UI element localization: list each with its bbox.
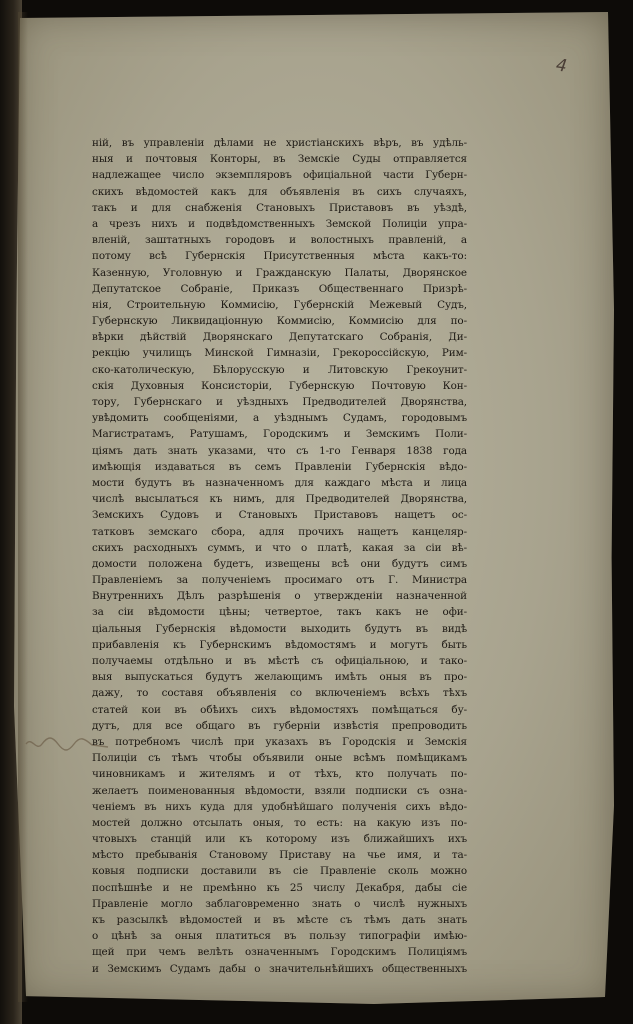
text-line: нiй, въ управленiи дѣлами не христiанскихъ вѣръ, въ удѣль- bbox=[92, 137, 467, 149]
text-line: поспѣшнѣе и не премѣнно къ 25 числу Декабря, дабы сiе bbox=[92, 881, 467, 894]
text-line: прибавленiя къ Губернскимъ вѣдомостямъ и могутъ быть bbox=[92, 638, 467, 651]
text-line: числѣ высылаться къ нимъ, для Предводителей Дворянства, bbox=[92, 493, 467, 506]
text-line: Правленiе могло заблаговременно знать о числѣ нужныхъ bbox=[92, 897, 467, 910]
text-line: мостей должно отсылать оныя, то есть: на какую изъ по- bbox=[92, 816, 467, 829]
text-line: ныя и почтовыя Конторы, въ Земскiе Суды отправляется bbox=[92, 153, 467, 166]
text-line: желаетъ поименованныя вѣдомости, взяли подписки съ озна- bbox=[92, 784, 467, 797]
text-line: къ разсылкѣ вѣдомостей и въ мѣсте съ тѣмъ дать знать bbox=[92, 914, 467, 926]
text-line: скихъ вѣдомостей какъ для объявленiя въ сихъ случаяхъ, bbox=[92, 185, 467, 198]
text-line: тору, Губернскаго и уѣздныхъ Предводителей Дворянства, bbox=[92, 396, 467, 408]
text-line: цiямъ дать знать указами, что съ 1-го Генваря 1838 года bbox=[92, 444, 467, 457]
text-line: ковыя подписки доставили въ сiе Правленiе сколь можно bbox=[92, 865, 467, 878]
text-line: Внутреннихъ Дѣлъ разрѣшенiя о утвержденiи назначенной bbox=[92, 590, 467, 603]
text-line: скiя Духовныя Консисторiи, Губернскую Почтовую Кон- bbox=[92, 379, 467, 392]
text-line: Губернскую Ликвидацiонную Коммисiю, Коммисiю для по- bbox=[92, 315, 467, 328]
text-line: такъ и для снабженiя Становыхъ Приставовъ въ уѣздѣ, bbox=[92, 201, 467, 214]
text-line: надлежащее число экземпляровъ офицiальной части Губерн- bbox=[92, 169, 467, 182]
page-number: 4 bbox=[554, 55, 569, 77]
text-line: дутъ, для все общаго въ губернiи извѣстiя препроводить bbox=[92, 719, 467, 732]
text-line: мѣсто пребыванiя Становому Приставу на чье имя, и та- bbox=[92, 849, 467, 862]
text-line: дажу, то составя объявленiя со включенiемъ всѣхъ тѣхъ bbox=[92, 687, 467, 700]
text-line: чтовыхъ станцiй или къ которому изъ ближайшихъ ихъ bbox=[92, 833, 467, 846]
text-line: увѣдомить сообщенiями, а уѣзднымъ Судамъ, городовымъ bbox=[92, 412, 467, 425]
text-line: ченiемъ въ нихъ куда для удобнѣйшаго полученiя сихъ вѣдо- bbox=[92, 800, 467, 813]
text-line: Магистратамъ, Ратушамъ, Городскимъ и Земскимъ Поли- bbox=[92, 428, 467, 441]
text-line: скихъ расходныхъ суммъ, и что о платѣ, какая за сiи вѣ- bbox=[92, 541, 467, 554]
text-line: о цѣнѣ за оныя платиться въ пользу типографiи имѣю- bbox=[92, 930, 467, 943]
text-line: вленiй, заштатныхъ городовъ и волостныхъ правленiй, а bbox=[92, 234, 467, 247]
text-line: статей кои въ обѣихъ сихъ вѣдомостяхъ помѣщаться бу- bbox=[92, 703, 467, 716]
text-line: татковъ земскаго сбора, адля прочихъ нащетъ канцеляр- bbox=[92, 525, 467, 538]
text-line: Депутатское Собранiе, Приказъ Общественнаго Призрѣ- bbox=[92, 282, 467, 295]
text-line: ско-католическую, Бѣлорусскую и Литовскую Грекоунит- bbox=[92, 363, 467, 376]
text-line: въ потребномъ числѣ при указахъ въ Городскiя и Земскiя bbox=[92, 735, 467, 748]
text-line: за сiи вѣдомости цѣны; четвертое, такъ какъ не офи- bbox=[92, 606, 467, 619]
text-line: нiя, Строительную Коммисiю, Губернскiй Межевый Судъ, bbox=[92, 298, 467, 311]
text-line: домости положена будетъ, извещены всѣ они будутъ симъ bbox=[92, 557, 467, 570]
document-text-block bbox=[92, 135, 467, 977]
text-line: рекцiю училищъ Минской Гимназiи, Грекороссiйскую, Рим- bbox=[92, 347, 467, 360]
text-line: вѣрки дѣйствiй Дворянскаго Депутатскаго Собранiя, Ди- bbox=[92, 331, 467, 344]
text-line: получаемы отдѣльно и въ мѣстѣ съ офицiальною, и тако- bbox=[92, 655, 467, 667]
text-line: Земскихъ Судовъ и Становыхъ Приставовъ нащетъ ос- bbox=[92, 509, 467, 522]
text-line: Полицiи съ тѣмъ чтобы объявили оные всѣмъ помѣщикамъ bbox=[92, 752, 467, 765]
text-line: щей при чемъ велѣть означеннымъ Городскимъ Полицiямъ bbox=[92, 946, 467, 959]
text-line: выя выпускаться будутъ желающимъ имѣть оныя въ про- bbox=[92, 671, 467, 684]
text-line: потому всѣ Губернскiя Присутственныя мѣста какъ-то: bbox=[92, 250, 467, 263]
text-line: Правленiемъ за полученiемъ просимаго отъ Г. Министра bbox=[92, 574, 467, 587]
text-line: а чрезъ нихъ и подвѣдомственныхъ Земской Полицiи упра- bbox=[92, 217, 467, 230]
text-line: цiальныя Губернскiя вѣдомости выходить будутъ въ видѣ bbox=[92, 622, 467, 635]
text-line: Казенную, Уголовную и Гражданскую Палаты, Дворянское bbox=[92, 266, 467, 279]
text-line: мости будутъ въ назначенномъ для каждаго мѣста и лица bbox=[92, 476, 467, 489]
text-line: и Земскимъ Судамъ дабы о значительнѣйшихъ общественныхъ bbox=[92, 962, 467, 975]
text-line: имѣющiя издаваться въ семъ Правленiи Губернскiя вѣдо- bbox=[92, 460, 467, 473]
binding-fold bbox=[18, 12, 28, 1002]
text-line: чиновникамъ и жителямъ и от тѣхъ, кто получать по- bbox=[92, 768, 467, 781]
